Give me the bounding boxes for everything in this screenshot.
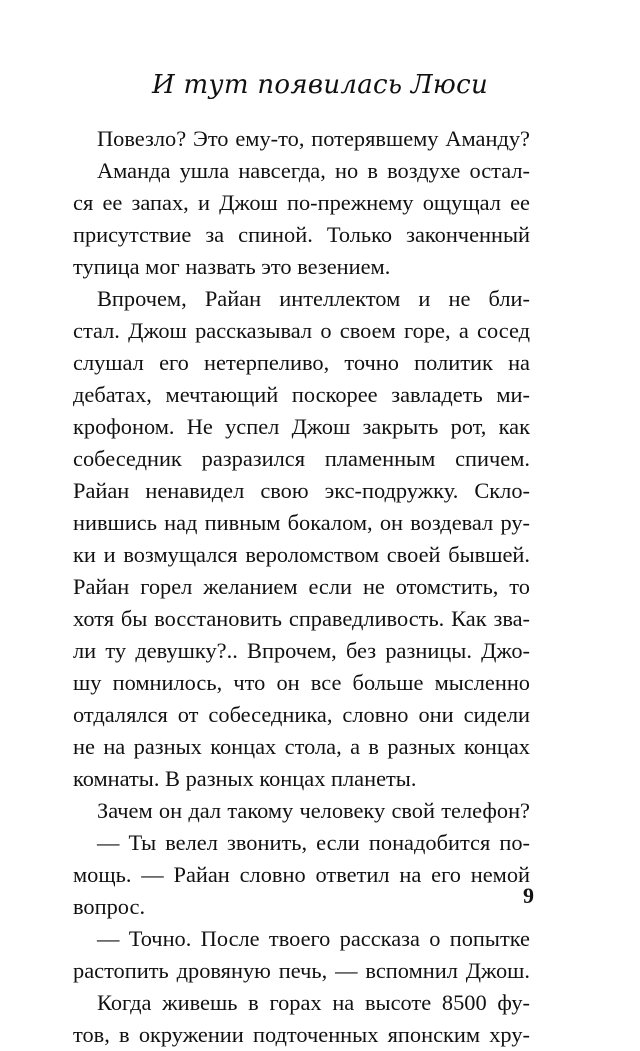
text-line: ки и возмущался вероломством своей бывшей. [73, 542, 530, 567]
text-line: вопрос. [73, 894, 146, 919]
running-head: И тут появилась Люси [151, 70, 488, 100]
text-line: Повезло? Это ему-то, потерявшему Аманду? [97, 126, 530, 151]
text-line: крофоном. Не успел Джош закрыть рот, как [73, 414, 530, 439]
text-line: Когда живешь в горах на высоте 8500 фу- [97, 990, 530, 1015]
text-line: — Точно. После твоего рассказа о попытке [97, 926, 530, 951]
text-line: Аманда ушла навсегда, но в воздухе остал- [97, 158, 530, 183]
text-line: Зачем он дал такому человеку свой телефон? [97, 798, 530, 823]
text-line: Впрочем, Райан интеллектом и не бли- [97, 286, 530, 311]
text-line: стал. Джош рассказывал о своем горе, а сосед [73, 318, 530, 343]
text-line: шу помнилось, что он все больше мысленно [73, 670, 530, 695]
text-line: дебатах, мечтающий поскорее завладеть ми- [73, 382, 530, 407]
text-line: мощь. — Райан словно ответил на его немой [73, 862, 530, 887]
text-line: нившись над пивным бокалом, он воздевал ру- [73, 510, 530, 535]
page-number: 9 [523, 883, 534, 908]
text-line: присутствие за спиной. Только законченный [73, 222, 530, 247]
text-line: Райан ненавидел свою экс-подружку. Скло- [73, 478, 530, 503]
text-line: собеседник разразился пламенным спичем. [73, 446, 530, 471]
text-line: растопить дровяную печь, — вспомнил Джош. [73, 958, 530, 983]
text-line: комнаты. В разных концах планеты. [73, 766, 417, 791]
text-line: отдалялся от собеседника, словно они сидели [73, 702, 530, 727]
text-line: Райан горел желанием если не отомстить, то [73, 574, 530, 599]
text-line: ли ту девушку?.. Впрочем, без разницы. Джо- [73, 638, 530, 663]
text-line: тупица мог назвать это везением. [73, 254, 391, 279]
text-line: — Ты велел звонить, если понадобится по- [97, 830, 530, 855]
text-line: ся ее запах, и Джош по-прежнему ощущал ее [73, 190, 530, 215]
body-text [73, 123, 530, 1051]
text-line: слушал его нетерпеливо, точно политик на [73, 350, 530, 375]
text-line: не на разных концах стола, а в разных концах [73, 734, 530, 759]
text-line: тов, в окружении подточенных японским хру- [73, 1022, 530, 1047]
text-line: хотя бы восстановить справедливость. Как зва- [73, 606, 530, 631]
